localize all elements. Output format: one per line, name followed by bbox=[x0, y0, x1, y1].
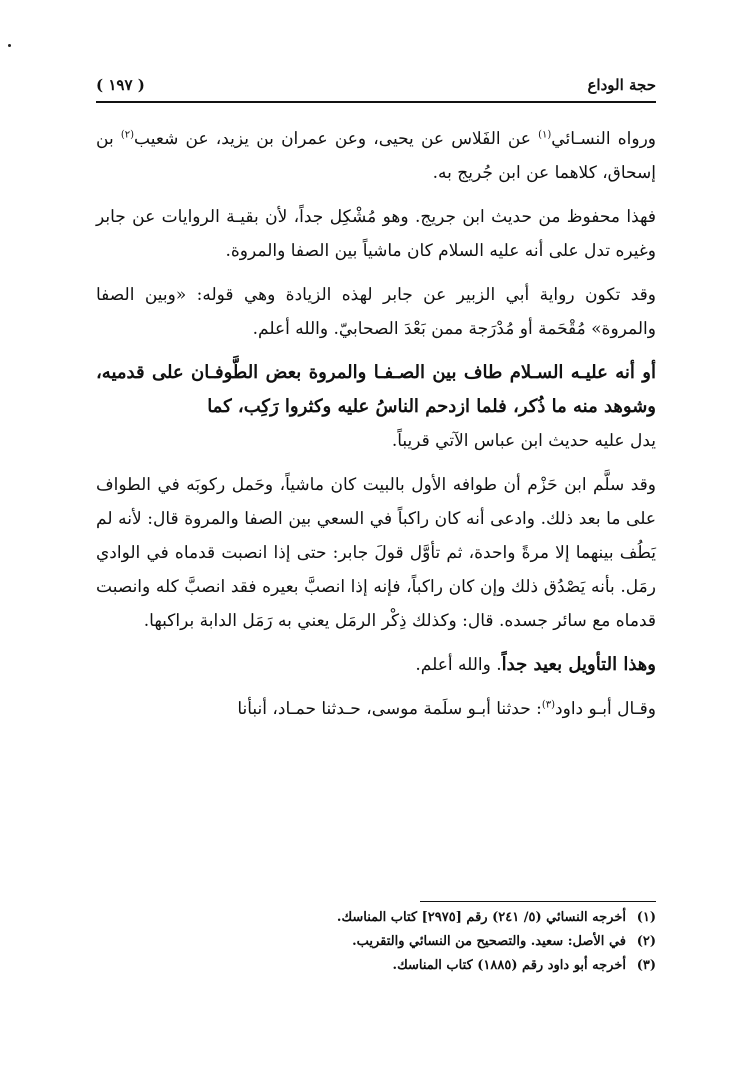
main-text bbox=[96, 122, 656, 736]
footnote-rule bbox=[420, 901, 656, 902]
paragraph-4-cont: يدل عليه حديث ابن عباس الآتي قريباً. bbox=[391, 431, 656, 451]
paragraph-1: ورواه النسـائي$^{(١)}$ عن الفَلاس عن يحيى، وعن عمران بن يزيد، عن شعيب$^{(٢)}$ بن إسحاق، كلاهما عن ابن جُريج به. bbox=[96, 129, 657, 183]
header-rule bbox=[96, 101, 656, 103]
paragraph-4-bold: أو أنه عليـه السـلام طاف بين الصـفـا والمروة بعض الطَّوفـان على قدميه، وشوهد منه ما ذُكر، فلما ازدحم الناسُ عليه وكثروا رَكِب، كما bbox=[96, 362, 656, 417]
paragraph-7: وقـال أبـو داود$^{(٣)}$: حدثنا أبـو سلَمة موسى، حـدثنا حمـاد، أنبأنا bbox=[237, 699, 656, 719]
running-title: حجة الوداع bbox=[587, 76, 656, 94]
scan-speck bbox=[8, 44, 11, 47]
paragraph-5: وقد سلَّم ابن حَزْم أن طوافه الأول بالبيت كان ماشياً، وحَمل ركوبَه في الطواف على ما بعد ذلك. وادعى أنه كان راكباً في السعي بين الصفا والمروة قال: لأنه لم يَطُف بينهما إلا مرةً واحدة، ثم تأوَّل قولَ جابر: حتى إذا انصبت قدماه في الوادي رمَل. بأنه يَصْدُق ذلك وإن كان راكباً، فإنه إذا انصبَّ بعيره فقد انصبَّ كله وانصبت قدماه مع سائر جسده. قال: وكذلك ذِكْر الرمَل يعني به رَمَل الدابة براكبها. bbox=[96, 475, 656, 631]
footnote-2: (٢)في الأصل: سعيد. والتصحيح من النسائي والتقريب. bbox=[352, 934, 656, 949]
footnote-1: (١)أخرجه النسائي (٥/ ٢٤١) رقم [٢٩٧٥] كتاب المناسك. bbox=[336, 910, 656, 925]
footnote-ref-3: (٣) bbox=[541, 699, 556, 711]
paragraph-3: وقد تكون رواية أبي الزبير عن جابر لهذه الزيادة وهي قوله: «وبين الصفا والمروة» مُقْحَمة أو مُدْرَجة ممن بَعْدَ الصحابيّ. والله أعلم. bbox=[96, 285, 656, 339]
paragraph-2: فهذا محفوظ من حديث ابن جريج. وهو مُشْكِل جداً، لأن بقيـة الروايات عن جابر وغيره تدل على أنه عليه السلام كان ماشياً بين الصفا والمروة. bbox=[96, 207, 656, 261]
footnote-3: (٣)أخرجه أبو داود رقم (١٨٨٥) كتاب المناسك. bbox=[392, 958, 656, 973]
paragraph-6: وهذا التأويل بعيد جداً. والله أعلم. bbox=[415, 654, 656, 675]
page-header bbox=[96, 76, 656, 98]
footnote-ref-1: (١) bbox=[538, 129, 552, 141]
page-number: ( ١٩٧ ) bbox=[96, 76, 145, 94]
footnotes bbox=[96, 906, 656, 978]
footnote-ref-2: (٢) bbox=[120, 129, 135, 141]
